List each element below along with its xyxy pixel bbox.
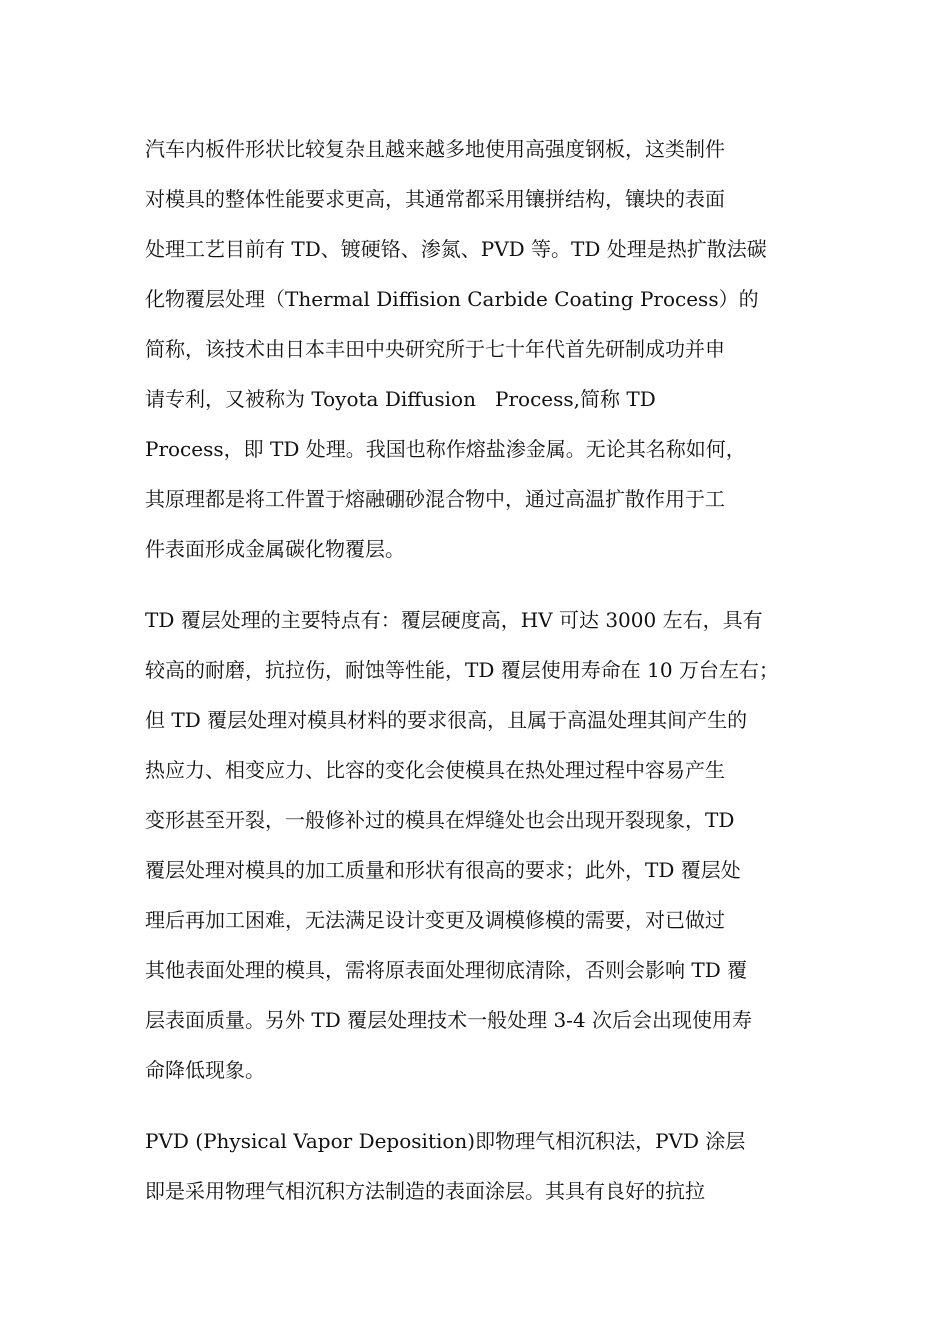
text-line: 对模具的整体性能要求更高，其通常都采用镶拼结构，镶块的表面: [145, 187, 725, 211]
text-line: 覆层处理对模具的加工质量和形状有很高的要求；此外，TD 覆层处: [145, 858, 741, 882]
text-line: 即是采用物理气相沉积方法制造的表面涂层。其具有良好的抗拉: [145, 1179, 705, 1203]
text-line: 但 TD 覆层处理对模具材料的要求很高，且属于高温处理其间产生的: [145, 708, 748, 732]
text-line: Process，即 TD 处理。我国也称作熔盐渗金属。无论其名称如何，: [145, 437, 746, 461]
text-line: 命降低现象。: [145, 1058, 265, 1082]
text-line: 变形甚至开裂，一般修补过的模具在焊缝处也会出现开裂现象，TD: [145, 808, 735, 832]
text-line: 处理工艺目前有 TD、镀硬铬、渗氮、PVD 等。TD 处理是热扩散法碳: [145, 237, 767, 261]
text-line: PVD (Physical Vapor Deposition)即物理气相沉积法，PVD 涂层: [145, 1129, 746, 1153]
text-line: 其他表面处理的模具，需将原表面处理彻底清除，否则会影响 TD 覆: [145, 958, 748, 982]
text-line: 简称，该技术由日本丰田中央研究所于七十年代首先研制成功并申: [145, 337, 725, 361]
text-line: 其原理都是将工件置于熔融硼砂混合物中，通过高温扩散作用于工: [145, 487, 725, 511]
text-line: 件表面形成金属碳化物覆层。: [145, 537, 405, 561]
text-line: TD 覆层处理的主要特点有：覆层硬度高，HV 可达 3000 左右，具有: [145, 608, 763, 632]
text-line: 汽车内板件形状比较复杂且越来越多地使用高强度钢板，这类制件: [145, 137, 725, 161]
text-line: 较高的耐磨，抗拉伤，耐蚀等性能，TD 覆层使用寿命在 10 万台左右；: [145, 658, 779, 682]
text-line: 请专利，又被称为 Toyota Diffusion Process,简称 TD: [145, 387, 656, 411]
text-line: 层表面质量。另外 TD 覆层处理技术一般处理 3-4 次后会出现使用寿: [145, 1008, 753, 1032]
text-line: 理后再加工困难，无法满足设计变更及调模修模的需要，对已做过: [145, 908, 725, 932]
text-line: 热应力、相变应力、比容的变化会使模具在热处理过程中容易产生: [145, 758, 725, 782]
text-line: 化物覆层处理（Thermal Diffision Carbide Coating Process）的: [145, 287, 759, 311]
